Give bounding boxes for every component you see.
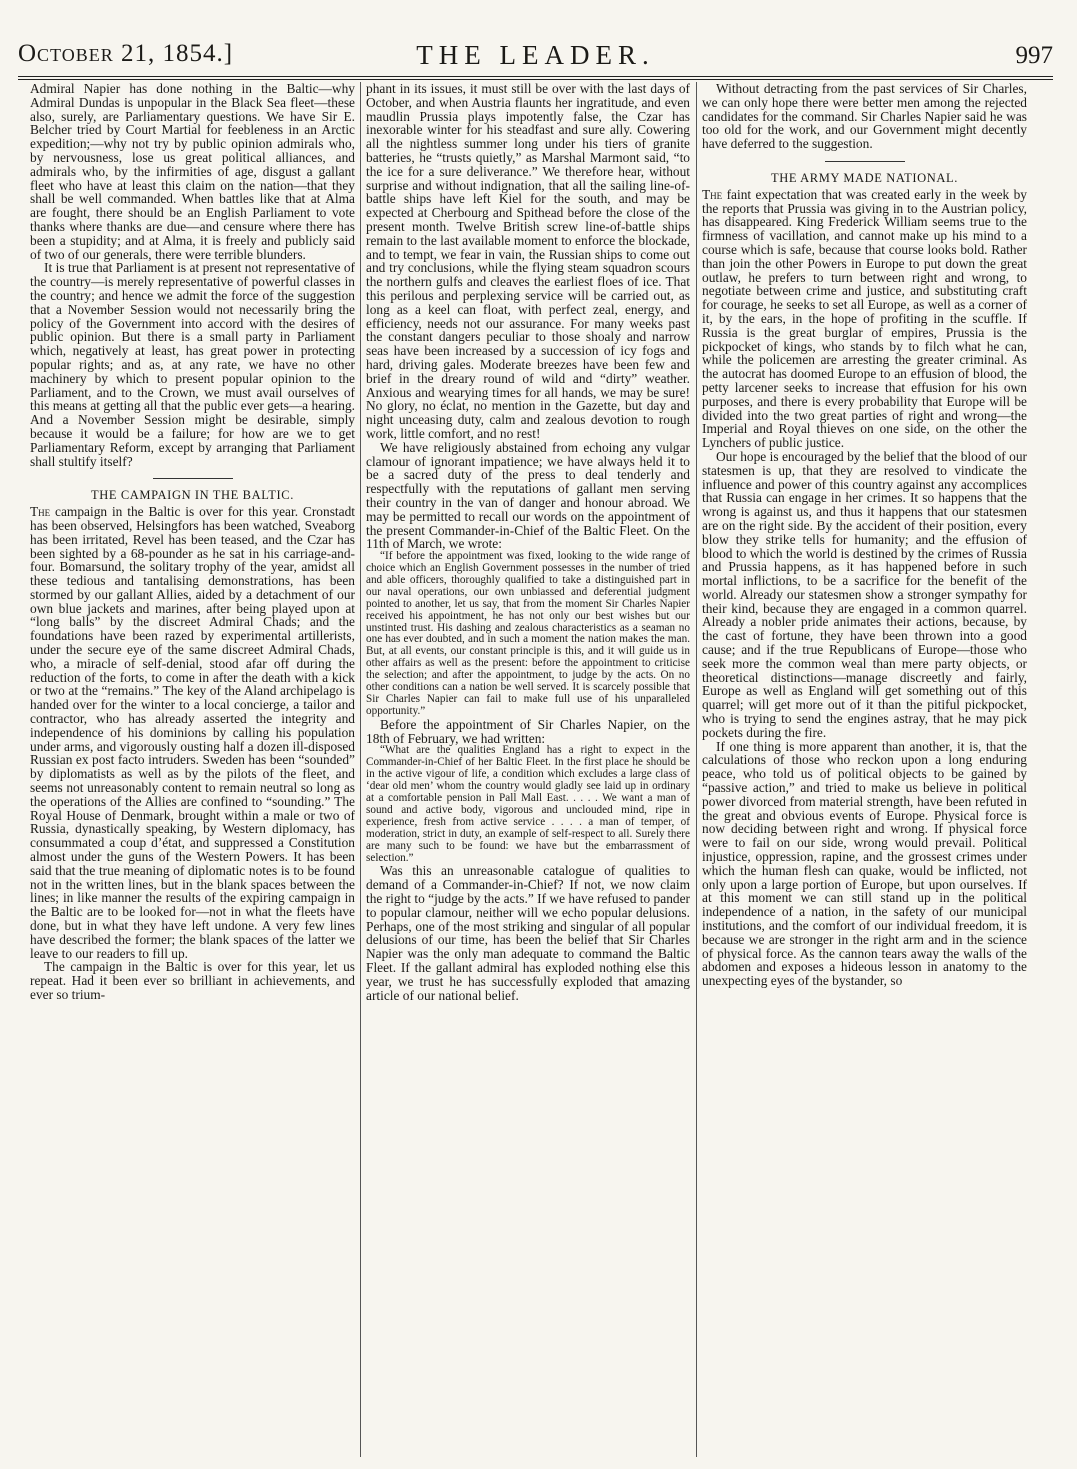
masthead [18, 40, 1053, 74]
paragraph-text: campaign in the Baltic is over for this year. Cronstadt has been observed, Helsingfors has been watched, Sveaborg has been irritated, Revel has been teased, and the Czar has been sighted by a 68-pounder as he sat in his carriage-and-four. Bomarsund, the solitary trophy of the year, amidst all these tedious and tantalising demonstrations, has been stormed by our gallant Allies, aided by a detachment of our own blue jackets and marines, after being played upon at “long balls” by the discreet Admiral Chads; and the foundations have been razed by experimental artillerists, under the secure eye of the same discreet Admiral Chads, who, a miracle of self-denial, stood afar off during the reduction of the forts, to come in after the death with a kick or two at the “remains.” The key of the Aland archipelago is handed over for the winter to a local concierge, a tailor and contractor, who has already asserted the integrity and independence of his dominions by calling his population under arms, and vigorously ousting half a dozen ill-disposed Russian ex post facto intruders. Sweden has been “sounded” by diplomatists as well as by the pilots of the fleet, and seems not unreasonably content to remain neutral so long as the operations of the Allies are confined to “sounding.” The Royal House of Denmark, brought within a male or two of Russia, dynastically speaking, by Western diplomacy, has consummated a coup d’état, and suppressed a Constitution almost under the guns of the Western Powers. It has been said that the true meaning of diplomatic notes is to be found not in the written lines, but in the blank spaces between the lines; in like manner the results of the expiring campaign in the Baltic are to be looked for—not in what the fleets have done, but in what they have left undone. A very few lines have described the former; the blank spaces of the latter we leave to our readers to fill up. [30, 504, 355, 961]
drop-word: The [702, 186, 723, 202]
paragraph: The campaign in the Baltic is over for this year, let us repeat. Had it been ever so brilliant in achievements, and ever so trium- [30, 959, 355, 1002]
paragraph: Admiral Napier has done nothing in the Baltic—why Admiral Dundas is unpopular in the Black Sea fleet—these also, surely, are Parliamentary questions. We have Sir E. Belcher tried by Court Martial for feebleness in an Arctic expedition;—why not try by public opinion admirals who, by nervousness, lose us great political alliances, and admirals who, by the infirmities of age, disgust a gallant fleet who have at least this claim on the nation—that they shall be well commanded. When battles like that at Alma are fought, there should be an English Parliament to vote thanks where thanks are due—and censure where there has been a stupidity; and at Alma, it is freely and publicly said of two of our generals, there were terrible blunders. [30, 82, 355, 262]
paragraph: Before the appointment of Sir Charles Napier, on the 18th of February, we had written: [366, 716, 690, 746]
column-3 [702, 82, 1027, 1457]
paragraph [702, 188, 1027, 450]
column-2 [366, 82, 690, 1457]
section-heading-army: THE ARMY MADE NATIONAL. [771, 170, 958, 185]
paragraph: phant in its issues, it must still be over with the last days of October, and when Austria flaunts her ingratitude, and even maudlin Prussia plays impotently false, the Czar has inexorable winter for his steadfast and sure ally. Cowering all the nightless summer long under his tiers of granite batteries, he “trusts quietly,” as Marshal Marmont said, “to the ice for a sure deliverance.” We therefore hear, without surprise and without indignation, that all the sailing line-of-battle ships have left Kiel for the south, and may be expected at Cherbourg and Spithead before the close of the present month. Twelve British screw line-of-battle ships remain to the last available moment to enforce the blockade, and to tempt, we fear in vain, the Russian ships to come out and try conclusions, while the flying steam squadron scours the northern gulfs and cleaves the earliest floes of ice. That this perilous and perplexing service will be carried out, as long as a keel can float, with perfect zeal, energy, and efficiency, needs not our assurance. For many weeks past the constant dangers peculiar to those shoaly and narrow seas have been increased by a succession of icy fogs and hard, driving gales. Moderate breezes have been few and brief in the dreary round of wild and “dirty” weather. Anxious and wearying times for all hands, we may be sure! No glory, no éclat, no mention in the Gazette, but day and night unceasing duty, calm and zealous devotion to rough work, little comfort, and no rest! [366, 82, 690, 441]
column-1 [30, 82, 355, 1457]
header-rule [18, 76, 1053, 77]
column-divider-2 [696, 82, 697, 1457]
block-quote: “What are the qualities England has a right to expect in the Commander-in-Chief of her Baltic Fleet. In the first place he should be in the active vigour of life, a condition which excludes a large class of ‘dear old men’ whom the country would gladly see laid up in ordinary at a comfortable pension in Pall Mall East. . . . . We want a man of sound and active body, vigorous and unclouded mind, ripe in experience, fresh from active service . . . . a man of temper, of moderation, strict in duty, an example of self-respect to all. Surely there are many such to be found: we have but the embarrassment of selection.” [366, 744, 690, 864]
block-quote: “If before the appointment was fixed, looking to the wide range of choice which an English Government possesses in the number of tried and able officers, thoroughly qualified to take a distinguished part in our naval operations, our own unbiassed and deferential judgment pointed to another, let us say, that from the moment Sir Charles Napier received his appointment, he has not only our best wishes but our unstinted trust. His dashing and zealous characteristics as a seaman no one has ever doubted, and in such a moment the nation makes the man. But, at all events, our constant principle is this, and it will guide us in other affairs as well as the present: before the appointment to criticise the selection; and after the appointment, to judge by the acts. On no other conditions can a nation be well served. It is scarcely possible that Sir Charles Napier can fail to make full use of his unparalleled opportunity.” [366, 550, 690, 717]
column-divider-1 [360, 82, 361, 1457]
paragraph-text: faint expectation that was created early in the week by the reports that Prussia was giving in to the Austrian policy, has disappeared. King Frederick William seems true to the firmness of vacillation, and cannot make up his mind to a course which is safe, because that course looks bold. Rather than join the other Powers in Europe to put down the great outlaw, he prefers to turn between right and wrong, to negotiate between crime and justice, and substituting craft for courage, he seeks to set all Europe, as well as a corner of it, by the ears, in the hope of profiting in the scuffle. If Russia is the great burglar of empires, Prussia is the pickpocket of kings, who stands by to filch what he can, while the policemen are arresting the greater criminal. As the autocrat has doomed Europe to an effusion of blood, the petty larcener seeks to increase that effusion for his own purposes, and there is every probability that Europe will be divided into the two great parties of right and wrong—the Imperial and Royal thieves on one side, on the other the Lynchers of public justice. [702, 186, 1027, 451]
page-number: 997 [1015, 42, 1053, 69]
header-rule-thin [18, 79, 1053, 80]
paragraph: If one thing is more apparent than another, it is, that the calculations of those who reckon upon a long enduring peace, who told us of political objects to be gained by “passive action,” and tried to make us believe in political power divorced from material strength, have been refuted in the great and obvious events of Europe. Physical force is now deciding between right and wrong. If physical force were to fail on our side, wrong would prevail. Political injustice, oppression, rapine, and the grossest crimes under which the human flesh can quake, would be inflicted, not only upon a large portion of Europe, but upon ourselves. If at this moment we can still stand up in the political independence of a nation, in the safety of our municipal institutions, and the comfort of our individual freedom, it is because we are stronger in the right arm and in the science of physical force. As the cannon tears away the walls of the abdomen and exposes a hideous lesson in anatomy to the unexpecting eyes of the bystander, so [702, 738, 1027, 989]
issue-date: October 21, 1854.] [18, 40, 234, 67]
newspaper-title: THE LEADER. [416, 40, 655, 70]
drop-word: The [30, 504, 51, 520]
section-heading-baltic: THE CAMPAIGN IN THE BALTIC. [91, 488, 294, 503]
paragraph: Our hope is encouraged by the belief that the blood of our statesmen is up, that they are resolved to vindicate the influence and power of this country against any accomplices that Russia can engage in her crimes. It so happens that the wrong is against us, and thus it happens that our statesmen are on the right side. By the accident of their position, every blow they strike tells for humanity; and the effusion of blood to which the world is destined by the crimes of Russia and Prussia happens, as it has happened before in such mortal inflictions, to be a sacrifice for the benefit of the world. Already our statesmen show a stronger sympathy for their kind, because they are engaged in a common quarrel. Already a nobler pride animates their actions, because, by the cast of fortune, they have been thrown into a good cause; and if the true Republicans of Europe—those who seek more the common weal than mere party objects, or theoretical distinctions—manage discreetly and fairly, Europe as well as England will get something out of this quarrel; will get more out of it than the pitiful pickpocket, who is trying to send the engines astray, that he may pick pockets during the fire. [702, 448, 1027, 740]
section-separator [153, 478, 233, 479]
paragraph: We have religiously abstained from echoing any vulgar clamour of ignorant impatience; we have always held it to be a sacred duty of the press to deal tenderly and respectfully with the reputations of gallant men serving their country in the van of danger and honour abroad. We may be permitted to recall our words on the appointment of the present Commander-in-Chief of the Baltic Fleet. On the 11th of March, we wrote: [366, 439, 690, 552]
paragraph: Without detracting from the past services of Sir Charles, we can only hope there were better men among the rejected candidates for the command. Sir Charles Napier said he was too old for the work, and our Government might decently have deferred to the suggestion. [702, 82, 1027, 152]
paragraph: Was this an unreasonable catalogue of qualities to demand of a Commander-in-Chief? If not, we now claim the right to “judge by the acts.” If we have refused to pander to popular clamour, neither will we echo popular delusions. Perhaps, one of the most striking and singular of all popular delusions of our time, has been the belief that Sir Charles Napier was the only man adequate to command the Baltic Fleet. If the gallant admiral has exploded nothing else this year, we trust he has successfully exploded that amazing article of our national belief. [366, 863, 690, 1003]
paragraph: It is true that Parliament is at present not representative of the country—is merely representative of powerful classes in the country; and hence we admit the force of the suggestion that a November Session would not necessarily bring the policy of the Government into accord with the desires of public opinion. But there is a small party in Parliament which, negatively at least, has great power in protecting popular rights; and as, at any rate, we have no other machinery by which to present popular opinion to the Parliament, and to the Crown, we must avail ourselves of this means at getting all that the public ever gets—a hearing. And a November Session might be desirable, simply because it would be a failure; for how are we to get Parliamentary Reform, except by arranging that Parliament shall stultify itself? [30, 260, 355, 469]
section-separator [825, 161, 905, 162]
paragraph [30, 505, 355, 960]
